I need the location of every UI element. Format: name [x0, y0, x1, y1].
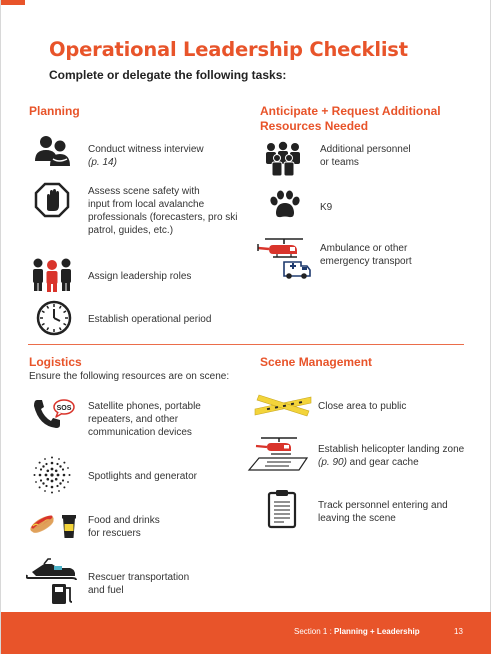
caution-tape-icon [253, 389, 313, 421]
planning-item-witness [88, 143, 204, 169]
spotlight-icon [33, 456, 71, 494]
planning-item-witness-ref: (p. 14) [88, 157, 117, 168]
scene-heading: Scene Management [260, 355, 373, 369]
stop-hand-icon [34, 182, 70, 218]
scene-item-track: Track personnel entering and leaving the scene [318, 500, 448, 524]
resources-heading-line1: Anticipate + Request Additional [260, 104, 441, 118]
resources-item-ambulance: Ambulance or other emergency transport [320, 243, 412, 267]
footer-section-label [294, 627, 420, 636]
resources-heading-line2: Resources Needed [260, 119, 369, 133]
team-roles-icon [31, 257, 73, 293]
planning-item-witness-text: Conduct witness interview [88, 144, 204, 155]
helicopter-landing-icon [247, 436, 311, 472]
scene-item-landing-text: Establish helicopter landing zone [318, 444, 465, 455]
scene-item-close: Close area to public [318, 401, 407, 412]
sos-phone-icon [31, 396, 75, 432]
footer-section-prefix: Section 1 : [294, 627, 335, 636]
page-subtitle: Complete or delegate the following tasks: [49, 68, 287, 82]
planning-item-roles: Assign leadership roles [88, 271, 192, 282]
resources-item-personnel: Additional personnel or teams [320, 144, 411, 168]
svg-text:SOS: SOS [56, 405, 72, 412]
logistics-item-transport: Rescuer transportation and fuel [88, 572, 190, 596]
page-number: 13 [454, 627, 463, 636]
resources-item-k9: K9 [320, 202, 333, 213]
clock-icon [36, 300, 72, 336]
scene-item-landing [318, 443, 464, 469]
witness-interview-icon [33, 133, 73, 169]
personnel-group-icon [263, 141, 303, 177]
logistics-item-comms: Satellite phones, portable repeaters, and other communication devices [88, 401, 201, 438]
logistics-item-food: Food and drinks for rescuers [88, 515, 160, 539]
top-accent-bar [1, 0, 25, 5]
helicopter-ambulance-icon [257, 236, 311, 280]
section-divider [28, 344, 464, 345]
page-title: Operational Leadership Checklist [49, 38, 408, 61]
scene-item-landing-text-after: and gear cache [346, 457, 419, 468]
logistics-heading: Logistics [29, 355, 82, 369]
paw-print-icon [269, 190, 301, 220]
snowmobile-fuel-icon [26, 556, 78, 606]
footer-section-name: Planning + Leadership [334, 627, 420, 636]
planning-heading: Planning [29, 104, 80, 118]
resources-heading [260, 104, 441, 134]
scene-item-landing-ref: (p. 90) [318, 457, 347, 468]
food-drink-icon [28, 504, 78, 540]
planning-item-safety: Assess scene safety with input from local avalanche professionals (forecasters, pro ski patrol, guides, etc.) [88, 186, 238, 236]
logistics-intro: Ensure the following resources are on scene: [29, 371, 230, 382]
clipboard-icon [267, 489, 297, 529]
planning-item-period: Establish operational period [88, 314, 212, 325]
logistics-item-lights: Spotlights and generator [88, 471, 197, 482]
